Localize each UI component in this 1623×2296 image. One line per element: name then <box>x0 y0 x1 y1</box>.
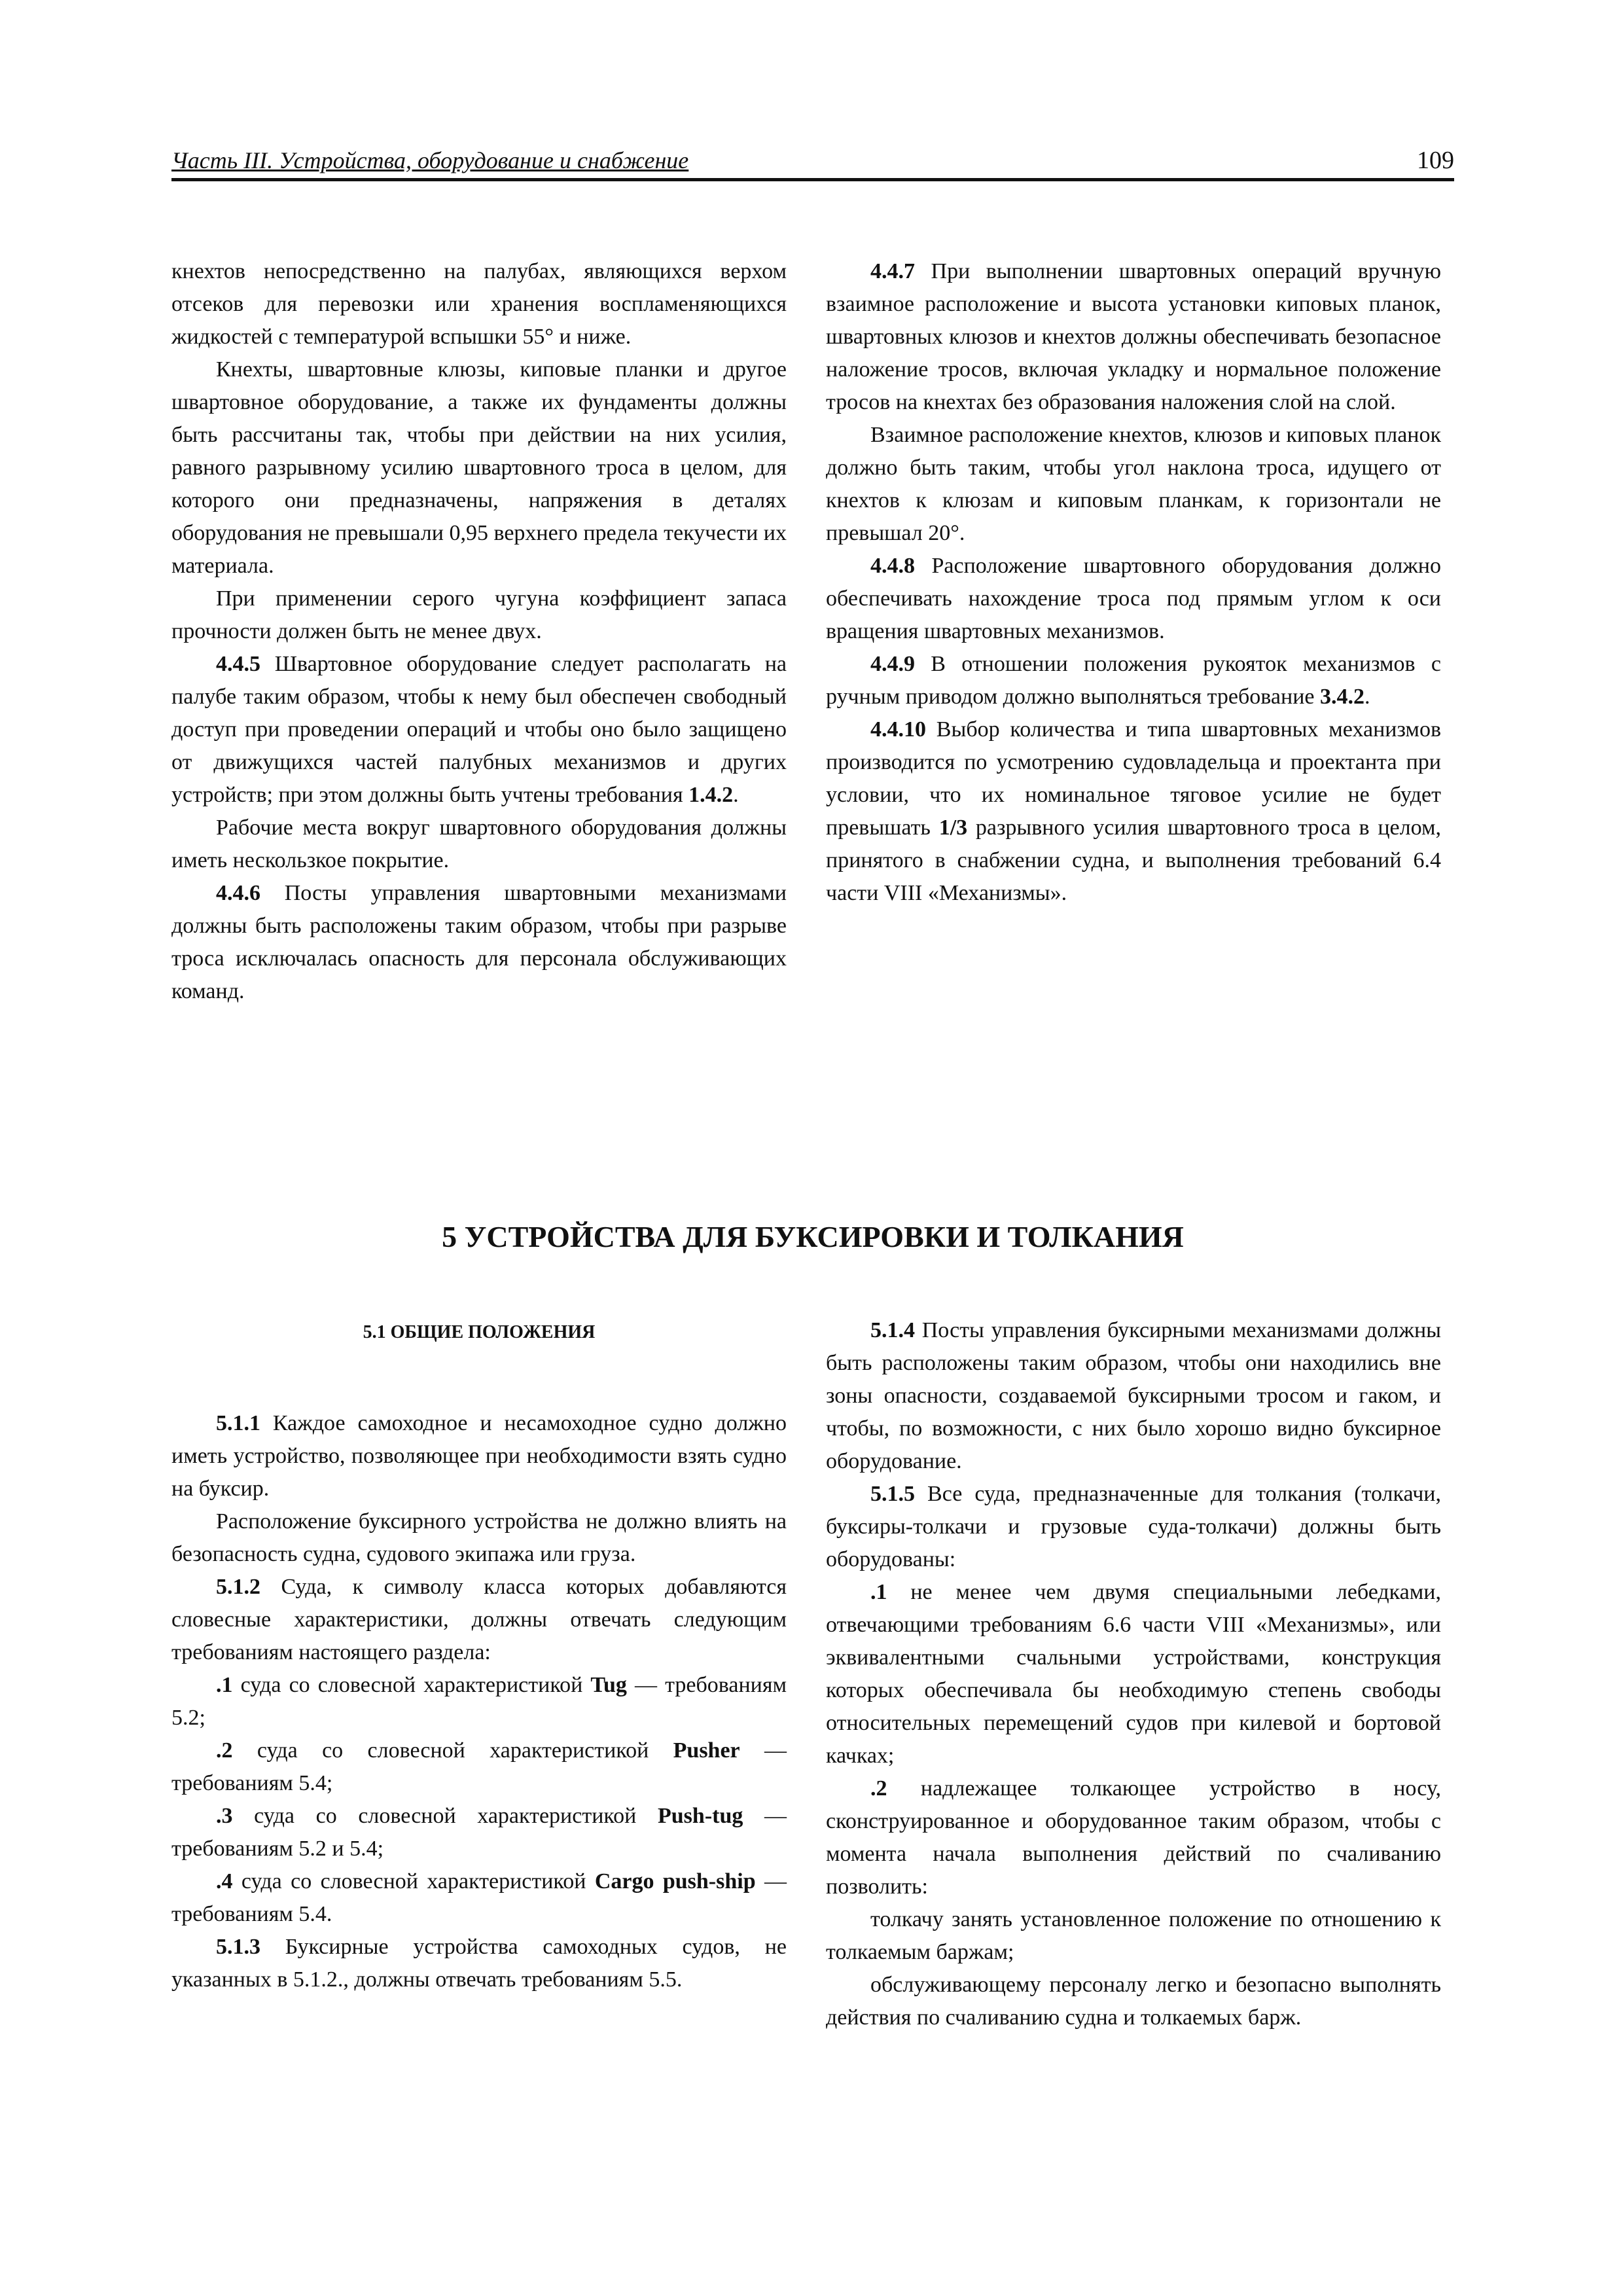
section-title: 5 УСТРОЙСТВА ДЛЯ БУКСИРОВКИ И ТОЛКАНИЯ <box>442 1220 1184 1253</box>
clause-reference: 3.4.2 <box>1320 685 1364 709</box>
paragraph-5-1-1 <box>171 1407 787 1505</box>
list-item <box>826 1772 1441 1903</box>
clause-number: 4.4.6 <box>216 881 260 905</box>
clause-text: Расположение швартовного оборудования должно обеспечивать нахождение троса под прямым углом к оси вращения швартовных механизмов. <box>826 554 1441 643</box>
paragraph-4-4-9 <box>826 648 1441 713</box>
clause-number: 5.1.3 <box>216 1935 260 1959</box>
paragraph-4-4-7 <box>826 255 1441 419</box>
running-title: Часть ІІІ. Устройства, оборудование и снабжение <box>171 147 689 173</box>
item-end: — требованиям 5.4. <box>171 1869 787 1926</box>
paragraph: кнехтов непосредственно на палубах, являющихся верхом отсеков для перевозки или хранения воспламеняющихся жидкостей с температурой вспышки 55° и ниже. <box>171 259 787 349</box>
top-right-column <box>826 255 1441 910</box>
clause-number: 5.1.2 <box>216 1575 260 1599</box>
paragraph: Взаимное расположение кнехтов, клюзов и киповых планок должно быть таким, чтобы угол наклона троса, идущего от кнехтов к клюзам и киповым планкам, к горизонтали не превышал 20°. <box>826 423 1441 545</box>
item-term: Tug <box>590 1673 627 1697</box>
item-end: — требованиям 5.2 и 5.4; <box>171 1804 787 1861</box>
paragraph: Расположение буксирного устройства не должно влиять на безопасность судна, судового экипажа или груза. <box>171 1509 787 1566</box>
clause-number: 4.4.7 <box>870 259 915 283</box>
page-number: 109 <box>1417 147 1454 174</box>
list-item <box>826 1576 1441 1772</box>
clause-number: 5.1.4 <box>870 1318 915 1342</box>
clause-text: Буксирные устройства самоходных судов, не указанных в 5.1.2., должны отвечать требованиям 5.5. <box>171 1935 787 1992</box>
item-end: — требованиям 5.4; <box>171 1738 787 1795</box>
item-number: .1 <box>870 1580 887 1604</box>
item-number: .2 <box>216 1738 233 1763</box>
top-left-column <box>171 255 787 1008</box>
bottom-right-column <box>826 1314 1441 2034</box>
paragraph: Рабочие места вокруг швартовного оборудования должны иметь нескользкое покрытие. <box>171 816 787 872</box>
paragraph-5-1-3 <box>171 1931 787 1996</box>
item-text: суда со словесной характеристикой <box>232 1673 591 1697</box>
clause-text: Посты управления буксирными механизмами должны быть расположены таким образом, чтобы они находились вне зоны опасности, создаваемой буксирными тросом и гаком, и чтобы, по возможности, с них было хорошо видно буксирное оборудование. <box>826 1318 1441 1473</box>
clause-text: Каждое самоходное и несамоходное судно должно иметь устройство, позволяющее при необходимости взять судно на буксир. <box>171 1411 787 1501</box>
paragraph-4-4-10 <box>826 713 1441 910</box>
item-text: не менее чем двумя специальными лебедками, отвечающими требованиям 6.6 части VIII «Механизмы», или эквивалентными счальными устройствами, конструкция которых обеспечивала бы необходимую степень свободы относительных перемещений судов при килевой и бортовой качках; <box>826 1580 1441 1768</box>
paragraph: толкачу занять установленное положение по отношению к толкаемым баржам; <box>826 1907 1441 1964</box>
paragraph-5-1-5 <box>826 1478 1441 1576</box>
clause-end: разрывного усилия швартовного троса в целом, принятого в снабжении судна, и выполнения требований 6.4 части VIII «Механизмы». <box>826 816 1441 905</box>
item-text: надлежащее толкающее устройство в носу, сконструированное и оборудованное таким образом, чтобы с момента начала выполнения действий по счаливанию позволить: <box>826 1776 1441 1899</box>
item-number: .4 <box>216 1869 233 1893</box>
clause-number: 4.4.9 <box>870 652 915 676</box>
bottom-left-column <box>171 1314 787 1996</box>
page-header <box>171 145 1454 181</box>
item-number: .3 <box>216 1804 233 1828</box>
clause-number: 4.4.10 <box>870 717 926 742</box>
clause-text: При выполнении швартовных операций вручную взаимное расположение и высота установки киповых планок, швартовных клюзов и кнехтов должны обеспечивать безопасное наложение тросов, включая укладку и нормальное положение тросов на кнехтах без образования наложения слой на слой. <box>826 259 1441 414</box>
clause-number: 4.4.5 <box>216 652 260 676</box>
clause-number: 5.1.1 <box>216 1411 260 1435</box>
paragraph-5-1-2 <box>171 1571 787 1669</box>
list-item <box>171 1734 787 1800</box>
paragraph-5-1-4 <box>826 1314 1441 1478</box>
item-number: .2 <box>870 1776 887 1801</box>
paragraph-4-4-8 <box>826 550 1441 648</box>
item-text: суда со словесной характеристикой <box>232 1804 658 1828</box>
item-text: суда со словесной характеристикой <box>232 1738 673 1763</box>
list-item <box>171 1669 787 1734</box>
paragraph: При применении серого чугуна коэффициент запаса прочности должен быть не менее двух. <box>171 586 787 643</box>
item-text: суда со словесной характеристикой <box>232 1869 595 1893</box>
clause-number: 5.1.5 <box>870 1482 915 1506</box>
paragraph-4-4-6 <box>171 877 787 1008</box>
item-term: Cargo push-ship <box>594 1869 756 1893</box>
item-number: .1 <box>216 1673 233 1697</box>
item-end: — требованиям 5.2; <box>171 1673 787 1730</box>
clause-text: В отношении положения рукояток механизмов с ручным приводом должно выполняться требование <box>826 652 1441 709</box>
clause-end: . <box>733 783 739 807</box>
clause-end: . <box>1364 685 1370 709</box>
clause-fraction: 1/3 <box>938 816 968 840</box>
subsection-title: 5.1 ОБЩИЕ ПОЛОЖЕНИЯ <box>363 1322 596 1342</box>
list-item <box>171 1865 787 1931</box>
clause-text: Все суда, предназначенные для толкания (толкачи, буксиры-толкачи и грузовые суда-толкачи) должны быть оборудованы: <box>826 1482 1441 1571</box>
clause-reference: 1.4.2 <box>688 783 734 807</box>
paragraph-4-4-5 <box>171 648 787 812</box>
paragraph: обслуживающему персоналу легко и безопасно выполнять действия по счаливанию судна и толкаемых барж. <box>826 1973 1441 2030</box>
clause-text: Суда, к символу класса которых добавляются словесные характеристики, должны отвечать следующим требованиям настоящего раздела: <box>171 1575 787 1664</box>
item-term: Pusher <box>673 1738 740 1763</box>
list-item <box>171 1800 787 1865</box>
clause-text: Швартовное оборудование следует располагать на палубе таким образом, чтобы к нему был обеспечен свободный доступ при проведении операций и чтобы оно было защищено от движущихся частей палубных механизмов и других устройств; при этом должны быть учтены требования <box>171 652 787 807</box>
clause-number: 4.4.8 <box>870 554 915 578</box>
clause-text: Посты управления швартовными механизмами должны быть расположены таким образом, чтобы при разрыве троса исключалась опасность для персонала обслуживающих команд. <box>171 881 787 1003</box>
clause-text: Выбор количества и типа швартовных механизмов производится по усмотрению судовладельца и проектанта при условии, что их номинальное тяговое усилие не будет превышать <box>826 717 1441 840</box>
item-term: Push-tug <box>658 1804 743 1828</box>
paragraph: Кнехты, швартовные клюзы, киповые планки и другое швартовное оборудование, а также их фундаменты должны быть рассчитаны так, чтобы при действии на них усилия, равного разрывному усилию швартовного троса в целом, для которого они предназначены, напряжения в деталях оборудования не превышали 0,95 верхнего предела текучести их материала. <box>171 357 787 578</box>
